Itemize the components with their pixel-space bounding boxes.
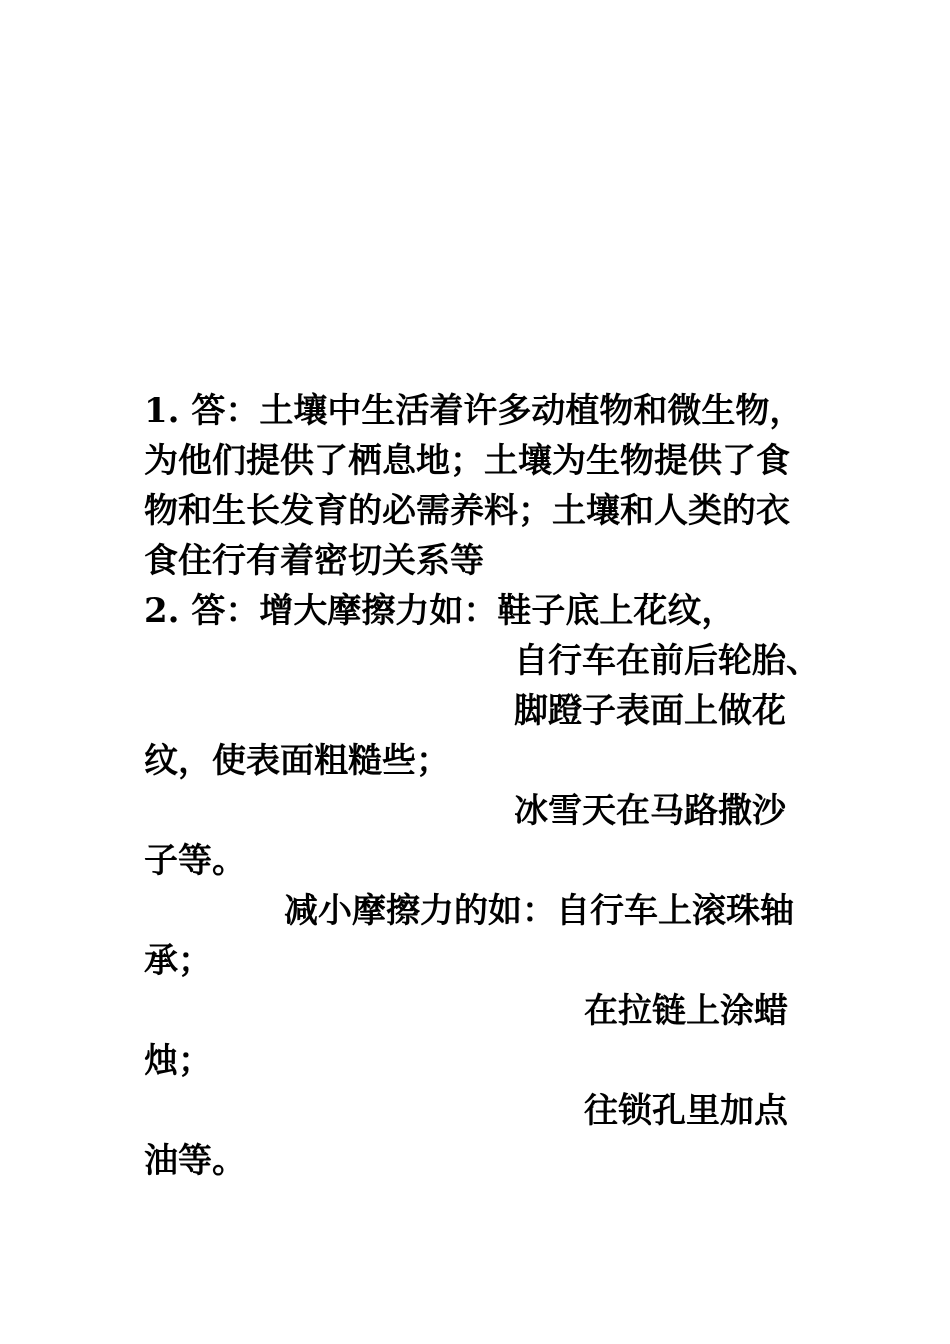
answer-2-line-1: 2. 答：增大摩擦力如：鞋子底上花纹，	[144, 591, 736, 631]
answer-2-line-10: 烛；	[144, 1041, 212, 1081]
answer-2-line-11: 往锁孔里加点	[584, 1091, 788, 1131]
answer-2-line-8: 承；	[144, 941, 212, 981]
answer-2-line-3: 脚蹬子表面上做花	[514, 691, 786, 731]
answer-1-line-3: 物和生长发育的必需养料；土壤和人类的衣	[144, 491, 790, 531]
answer-2-line-7: 减小摩擦力的如：自行车上滚珠轴	[284, 891, 794, 931]
answer-2-line-2: 自行车在前后轮胎、	[514, 641, 820, 681]
answer-2-line-4: 纹，使表面粗糙些；	[144, 741, 450, 781]
answer-1-line-4: 食住行有着密切关系等	[144, 541, 484, 581]
answer-2-line-12: 油等。	[144, 1141, 246, 1181]
answer-1-line-2: 为他们提供了栖息地；土壤为生物提供了食	[144, 441, 790, 481]
answer-2-line-6: 子等。	[144, 841, 246, 881]
answer-2-line-9: 在拉链上涂蜡	[584, 991, 788, 1031]
answer-1-line-1: 1. 答：土壤中生活着许多动植物和微生物，	[144, 391, 804, 431]
answer-2-line-5: 冰雪天在马路撒沙	[514, 791, 786, 831]
